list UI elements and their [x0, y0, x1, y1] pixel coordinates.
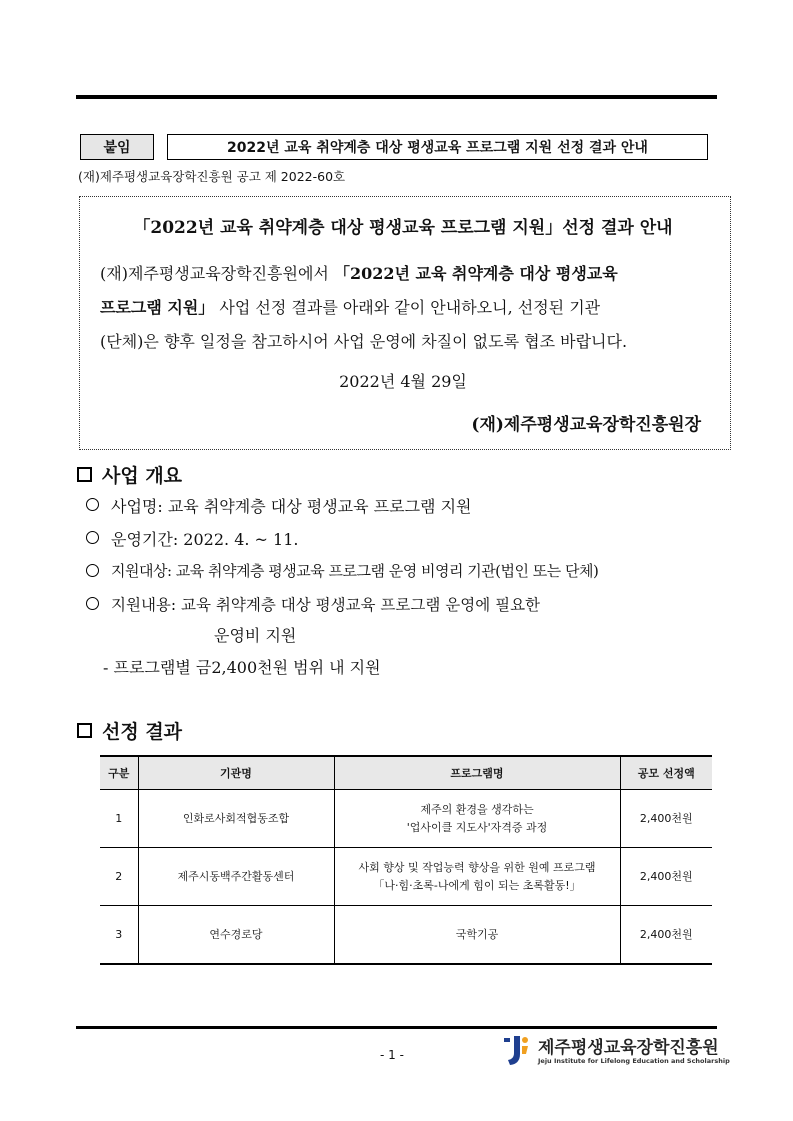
notice-line-2	[100, 295, 600, 318]
overview-heading-text: 사업 개요	[102, 465, 183, 487]
notice-signature: (재)제주평생교육장학진흥원장	[471, 415, 701, 435]
results-table	[100, 755, 712, 965]
notice-line-2-rest: 사업 선정 결과를 아래와 같이 안내하오니, 선정된 기관	[219, 298, 601, 317]
page-number: - 1 -	[380, 1048, 404, 1062]
org-name-english: Jeju Institute for Lifelong Education and Scholarship	[538, 1057, 730, 1065]
notice-line-1-prefix: (재)제주평생교육장학진흥원에서	[100, 264, 334, 283]
notice-line-1-bold: 「2022년 교육 취약계층 대상 평생교육	[333, 264, 618, 283]
program-name	[334, 848, 620, 906]
results-heading-text: 선정 결과	[102, 721, 183, 743]
program-name: 국학기공	[334, 906, 620, 965]
column-header: 기관명	[138, 756, 334, 790]
table-header-row	[100, 756, 712, 790]
checkbox-square-icon	[77, 723, 92, 738]
notice-date: 2022년 4월 29일	[339, 372, 467, 391]
row-number: 1	[100, 790, 138, 848]
org-name-korean: 제주평생교육장학진흥원	[538, 1038, 719, 1058]
table-row	[100, 848, 712, 906]
notice-line-2-bold: 프로그램 지원」	[100, 298, 215, 317]
overview-item-continuation: 운영비 지원	[214, 626, 297, 645]
overview-item-text: 사업명: 교육 취약계층 대상 평생교육 프로그램 지원	[111, 497, 472, 516]
program-name-line: 사회 향상 및 작업능력 향상을 위한 원예 프로그램	[358, 861, 596, 875]
document-title: 2022년 교육 취약계층 대상 평생교육 프로그램 지원 선정 결과 안내	[167, 134, 708, 160]
overview-heading	[77, 461, 182, 488]
column-header: 구분	[100, 756, 138, 790]
top-rule	[76, 95, 717, 99]
row-number: 2	[100, 848, 138, 906]
overview-item	[86, 593, 540, 615]
row-number: 3	[100, 906, 138, 965]
org-name: 연수경로당	[138, 906, 334, 965]
selected-amount: 2,400천원	[620, 790, 712, 848]
overview-item	[86, 527, 298, 550]
org-name: 제주시동백주간활동센터	[138, 848, 334, 906]
circle-bullet-icon	[86, 597, 99, 610]
notice-number: (재)제주평생교육장학진흥원 공고 제 2022-60호	[78, 169, 346, 184]
overview-item-text: 지원내용: 교육 취약계층 대상 평생교육 프로그램 운영에 필요한	[111, 596, 541, 614]
selected-amount: 2,400천원	[620, 906, 712, 965]
circle-bullet-icon	[86, 531, 99, 544]
notice-line-3: (단체)은 향후 일정을 참고하시어 사업 운영에 차질이 없도록 협조 바랍니다.	[100, 332, 628, 351]
program-name-line: 「나·힘·초록-나에게 힘이 되는 초록활동!」	[373, 878, 581, 892]
bottom-rule	[76, 1026, 717, 1029]
column-header: 프로그램명	[334, 756, 620, 790]
column-header: 공모 선정액	[620, 756, 712, 790]
overview-item-text: 지원대상: 교육 취약계층 평생교육 프로그램 운영 비영리 기관(법인 또는 단체)	[111, 562, 599, 580]
program-name	[334, 790, 620, 848]
overview-item-text: 운영기간: 2022. 4. ~ 11.	[111, 530, 299, 549]
overview-sub-item: - 프로그램별 금2,400천원 범위 내 지원	[103, 658, 381, 677]
institute-logo-icon	[502, 1032, 530, 1068]
results-heading	[77, 717, 182, 744]
program-name-line: 제주의 환경을 생각하는	[420, 803, 534, 817]
checkbox-square-icon	[77, 467, 92, 482]
overview-item	[86, 494, 471, 517]
circle-bullet-icon	[86, 564, 99, 577]
table-row	[100, 906, 712, 965]
notice-title: 「2022년 교육 취약계층 대상 평생교육 프로그램 지원」선정 결과 안내	[133, 218, 673, 238]
attachment-label: 붙임	[80, 134, 154, 160]
notice-line-1	[100, 261, 618, 284]
program-name-line: '업사이클 지도사'자격증 과정	[406, 820, 548, 834]
selected-amount: 2,400천원	[620, 848, 712, 906]
table-row	[100, 790, 712, 848]
overview-item	[86, 560, 598, 581]
org-name: 인화로사회적협동조합	[138, 790, 334, 848]
circle-bullet-icon	[86, 498, 99, 511]
